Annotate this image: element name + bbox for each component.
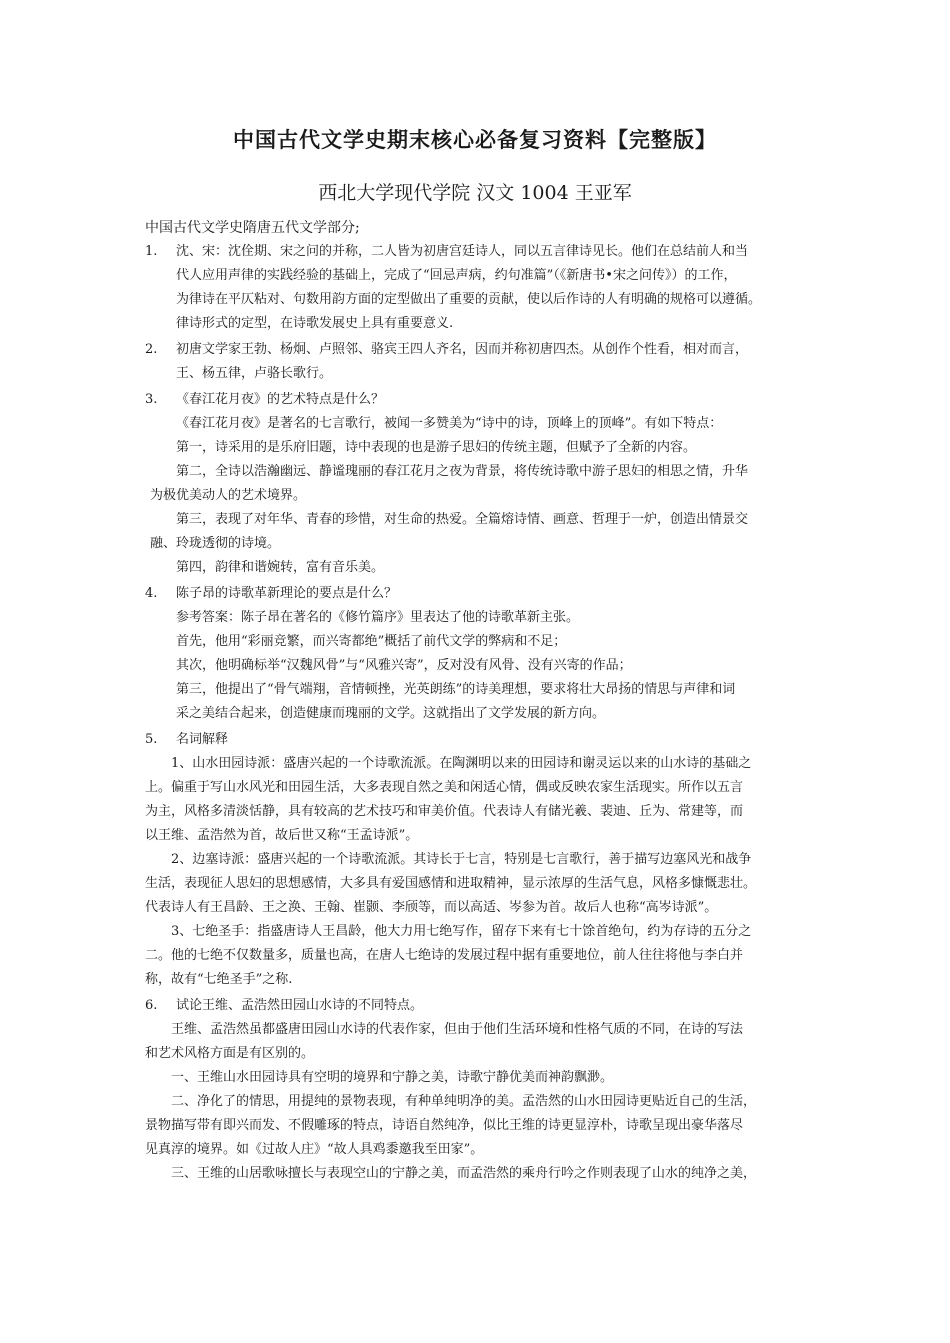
item-line: 上。偏重于写山水风光和田园生活，大多表现自然之美和闲适心情，偶或反映农家生活现实。所作以五言	[145, 780, 744, 795]
item-line: 《春江花月夜》是著名的七言歌行，被闻一多赞美为“诗中的诗，顶峰上的顶峰”。有如下特点：	[176, 416, 723, 431]
item-line: 第四，韵律和谐婉转，富有音乐美。	[176, 560, 385, 575]
item-question: 《春江花月夜》的艺术特点是什么？	[176, 392, 385, 407]
item-line: 生活，表现征人思妇的思想感情，大多具有爱国感情和进取精神，显示浓厚的生活气息，风格多慷慨悲壮。	[145, 876, 757, 891]
item-line: 初唐文学家王勃、杨炯、卢照邻、骆宾王四人齐名，因而并称初唐四杰。从创作个性看，相对而言，	[176, 342, 749, 357]
item-number: 2.	[145, 342, 158, 357]
item-line: 2、边塞诗派：盛唐兴起的一个诗歌流派。其诗长于七言，特别是七言歌行，善于描写边塞风光和战争	[171, 852, 752, 867]
item-line: 为主，风格多清淡恬静，具有较高的艺术技巧和审美价值。代表诗人有储光羲、裴迪、丘为、常建等，而	[145, 804, 744, 819]
item-line: 三、王维的山居歌咏擅长与表现空山的宁静之美，而孟浩然的乘舟行吟之作则表现了山水的纯净之美，	[171, 1166, 757, 1181]
item-line: 首先，他用“彩丽竞繁，而兴寄都绝”概括了前代文学的弊病和不足；	[176, 634, 567, 649]
item-line: 参考答案：陈子昂在著名的《修竹篇序》里表达了他的诗歌革新主张。	[176, 610, 580, 625]
section-heading: 中国古代文学史隋唐五代文学部分;	[145, 220, 360, 236]
item-line: 为极优美动人的艺术境界。	[150, 488, 307, 503]
item-line: 王维、孟浩然虽都盛唐田园山水诗的代表作家，但由于他们生活环境和性格气质的不同，在诗的写法	[171, 1022, 744, 1037]
item-number: 6.	[145, 998, 158, 1013]
item-line: 第三，他提出了“骨气端翔，音情顿挫，光英朗练”的诗美理想，要求将壮大昂扬的情思与声律和词	[176, 682, 736, 697]
item-line: 采之美结合起来，创造健康而瑰丽的文学。这就指出了文学发展的新方向。	[176, 706, 606, 721]
document-title: 中国古代文学史期末核心必备复习资料【完整版】	[233, 127, 717, 152]
item-line: 其次，他明确标举“汉魏风骨”与“风雅兴寄”，反对没有风骨、没有兴寄的作品；	[176, 658, 632, 673]
item-line: 二。他的七绝不仅数量多，质量也高，在唐人七绝诗的发展过程中据有重要地位，前人往往将他与李白并	[145, 948, 744, 963]
list-item-5	[145, 728, 810, 752]
item-line: 1、山水田园诗派：盛唐兴起的一个诗歌流派。在陶渊明以来的田园诗和谢灵运以来的山水诗的基础之	[171, 756, 752, 771]
document-body	[145, 240, 810, 1186]
list-item-4	[145, 582, 810, 726]
item-question: 名词解释	[176, 732, 229, 747]
item-line: 沈、宋：沈佺期、宋之问的并称，二人皆为初唐宫廷诗人，同以五言律诗见长。他们在总结前人和当	[176, 244, 749, 259]
item-line: 一、王维山水田园诗具有空明的境界和宁静之美，诗歌宁静优美而神韵飘渺。	[171, 1070, 614, 1085]
item-line: 以王维、孟浩然为首，故后世又称“王孟诗派”。	[145, 828, 419, 843]
item-line: 律诗形式的定型，在诗歌发展史上具有重要意义.	[176, 316, 454, 331]
item-line: 称，故有“七绝圣手”之称.	[145, 972, 293, 987]
item-line: 和艺术风格方面是有区别的。	[145, 1046, 315, 1061]
document-subtitle: 西北大学现代学院 汉文 1004 王亚军	[318, 182, 632, 204]
item-number: 4.	[145, 586, 158, 601]
item-line: 王、杨五律，卢骆长歌行。	[176, 366, 333, 381]
item-line: 景物描写带有即兴而发、不假雕琢的特点，诗语自然纯净，似比王维的诗更显淳朴，诗歌呈现出豪华落尽	[145, 1118, 744, 1133]
item-number: 5.	[145, 732, 158, 747]
item-question: 试论王维、孟浩然田园山水诗的不同特点。	[176, 998, 424, 1013]
item-line: 二、净化了的情思，用提纯的景物表现，有种单纯明净的美。孟浩然的山水田园诗更贴近自己的生活，	[171, 1094, 757, 1109]
list-item-6	[145, 994, 810, 1018]
item-number: 1.	[145, 244, 158, 259]
item-line: 代表诗人有王昌龄、王之涣、王翰、崔颢、李颀等，而以高适、岑参为首。故后人也称“高岑诗派”。	[145, 900, 718, 915]
item-line: 第一，诗采用的是乐府旧题，诗中表现的也是游子思妇的传统主题，但赋予了全新的内容。	[176, 440, 697, 455]
term-definitions	[145, 752, 810, 992]
item-line: 第三，表现了对年华、青春的珍惜，对生命的热爱。全篇熔诗情、画意、哲理于一炉，创造出情景交	[176, 512, 749, 527]
list-item-1	[145, 240, 810, 336]
item-line: 为律诗在平仄粘对、句数用韵方面的定型做出了重要的贡献，使以后作诗的人有明确的规格可以遵循。	[176, 292, 762, 307]
item-question: 陈子昂的诗歌革新理论的要点是什么？	[176, 586, 398, 601]
list-item-2	[145, 338, 810, 386]
item-line: 代人应用声律的实践经验的基础上，完成了“回忌声病，约句准篇”（《新唐书•宋之问传》）的工作，	[176, 268, 737, 283]
item-line: 融、玲珑透彻的诗境。	[150, 536, 281, 551]
list-item-3	[145, 388, 810, 580]
item-number: 3.	[145, 392, 158, 407]
item-line: 第二，全诗以浩瀚幽远、静谧瑰丽的春江花月之夜为背景，将传统诗歌中游子思妇的相思之情，升华	[176, 464, 749, 479]
item-line: 见真淳的境界。如《过故人庄》“故人具鸡黍邀我至田家”。	[145, 1142, 484, 1157]
item-line: 3、七绝圣手：指盛唐诗人王昌龄，他大力用七绝写作，留存下来有七十馀首绝句，约为存诗的五分之	[171, 924, 752, 939]
essay-answer	[145, 1018, 810, 1186]
